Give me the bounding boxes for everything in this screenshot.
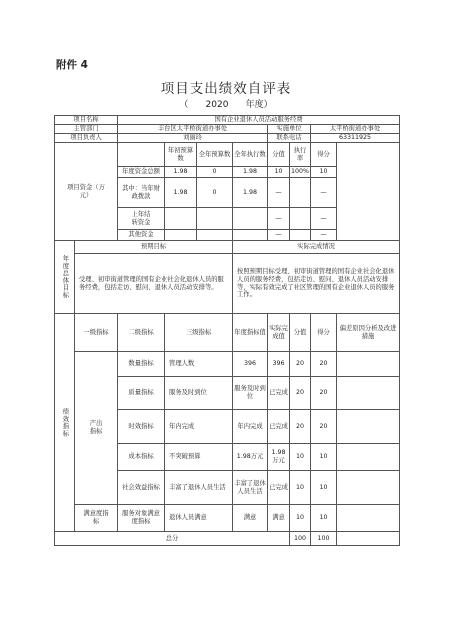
head-reason: 偏差原因分析及改进措施 xyxy=(337,314,400,352)
department-value: 丰台区太平桥街道办事处 xyxy=(118,125,268,134)
row-owner xyxy=(55,134,400,143)
target-cell: 1.98万元 xyxy=(233,444,268,471)
fund-exec: 1.98 xyxy=(233,178,268,208)
fund-rate xyxy=(290,208,311,230)
funds-blank-side xyxy=(337,143,400,241)
reason-cell xyxy=(337,444,400,471)
actual-cell: 已完成 xyxy=(268,471,290,505)
row-total xyxy=(55,532,400,546)
indicator-row xyxy=(55,352,400,377)
fund-got: — xyxy=(311,230,337,241)
indicator-section-label xyxy=(55,314,75,532)
fund-budget-full: 0 xyxy=(197,178,233,208)
evaluation-table xyxy=(54,115,400,546)
fund-budget-year xyxy=(165,230,197,241)
score-cell: 20 xyxy=(290,410,311,444)
owner-label: 项目负责人 xyxy=(55,134,118,143)
target-cell: 年内完成 xyxy=(233,410,268,444)
col-budget-full: 全年预算数 xyxy=(197,143,233,167)
year-line xyxy=(0,97,452,110)
got-cell: 20 xyxy=(311,377,337,410)
fund-rate xyxy=(290,178,311,208)
indicator-section-text: 绩效指标 xyxy=(61,407,69,438)
reason-cell xyxy=(337,377,400,410)
implementer-value: 太平桥街道办事处 xyxy=(311,125,400,134)
head-got: 得分 xyxy=(311,314,337,352)
fund-row-label: 年度资金总额 xyxy=(118,167,165,178)
fund-got: 10 xyxy=(311,167,337,178)
row-project-name xyxy=(55,116,400,125)
fund-got: — xyxy=(311,178,337,208)
fund-row-label: 上年结转资金 xyxy=(118,208,165,230)
col-got: 得分 xyxy=(311,143,337,167)
row-department xyxy=(55,125,400,134)
owner-value: 刘丽玲 xyxy=(118,134,268,143)
fund-exec: 1.98 xyxy=(233,167,268,178)
got-cell: 10 xyxy=(311,505,337,532)
level2-cell: 服务对象满意度指标 xyxy=(118,505,165,532)
head-level2: 二级指标 xyxy=(118,314,165,352)
got-cell: 10 xyxy=(311,471,337,505)
year-close: 年度） xyxy=(245,100,273,110)
goals-label xyxy=(55,241,75,314)
level2-cell: 时效指标 xyxy=(118,410,165,444)
col-budget-year: 年初预算数 xyxy=(165,143,197,167)
fund-row-label: 其中：当年财政拨款 xyxy=(118,178,165,208)
indicator-row xyxy=(55,505,400,532)
phone-value: 63311925 xyxy=(311,134,400,143)
funds-label: 项目资金（万元） xyxy=(55,143,118,241)
fund-budget-year xyxy=(165,208,197,230)
target-cell: 396 xyxy=(233,352,268,377)
fund-got: — xyxy=(311,208,337,230)
actual-cell: 已完成 xyxy=(268,377,290,410)
actual-cell: 396 xyxy=(268,352,290,377)
actual-goal-text: 按照预期目标受理、初审街道管理的国有企业社会化退休人员的服务经费，包括走访、慰问、退休人员活动安排等，实际有效完成了社区管理的国有企业退休人员的服务工作。 xyxy=(233,254,400,314)
fund-rate xyxy=(290,230,311,241)
score-cell: 10 xyxy=(290,471,311,505)
actual-cell: 1.98万元 xyxy=(268,444,290,471)
target-cell: 服务及时到位 xyxy=(233,377,268,410)
head-level3: 三级指标 xyxy=(165,314,233,352)
project-name-label: 项目名称 xyxy=(55,116,118,125)
actual-cell: 已完成 xyxy=(268,410,290,444)
reason-cell xyxy=(337,352,400,377)
level2-cell: 成本指标 xyxy=(118,444,165,471)
head-actual: 实际完成值 xyxy=(268,314,290,352)
fund-exec xyxy=(233,208,268,230)
col-score: 分值 xyxy=(268,143,290,167)
page-title: 项目支出绩效自评表 xyxy=(160,81,292,97)
fund-score: 10 xyxy=(268,167,290,178)
expected-goal-head: 预期目标 xyxy=(75,241,233,254)
fund-rate: 100% xyxy=(290,167,311,178)
annex-label: 附件 4 xyxy=(56,59,88,71)
got-cell: 10 xyxy=(311,444,337,471)
fund-score: — xyxy=(268,178,290,208)
total-label: 总分 xyxy=(55,532,290,546)
row-funds-header xyxy=(55,143,400,167)
reason-cell xyxy=(337,410,400,444)
department-label: 主管部门 xyxy=(55,125,118,134)
level3-cell: 退休人员满意 xyxy=(165,505,233,532)
head-level1: 一级指标 xyxy=(75,314,118,352)
reason-cell xyxy=(337,505,400,532)
implementer-label: 实施单位 xyxy=(268,125,311,134)
row-goals-content xyxy=(55,254,400,314)
satisfaction-indicator-label: 满意度指标 xyxy=(75,505,118,532)
score-cell: 20 xyxy=(290,352,311,377)
expected-goal-text: 受理、初审街道管理的国有企业社会化退休人员的服务经费，包括走访、慰问、退休人员活动安排等。 xyxy=(75,254,233,314)
fund-budget-year: 1.98 xyxy=(165,167,197,178)
phone-label: 联系电话 xyxy=(268,134,311,143)
target-cell: 丰富了退休人员生活 xyxy=(233,471,268,505)
score-cell: 10 xyxy=(290,444,311,471)
fund-budget-full xyxy=(197,208,233,230)
level2-cell: 社会效益指标 xyxy=(118,471,165,505)
actual-cell: 满意 xyxy=(268,505,290,532)
col-exec-rate: 执行率 xyxy=(290,143,311,167)
total-score: 100 xyxy=(290,532,311,546)
row-goals-header xyxy=(55,241,400,254)
funds-header-blank xyxy=(118,143,165,167)
fund-row-label: 其他资金 xyxy=(118,230,165,241)
fund-budget-full: 0 xyxy=(197,167,233,178)
fund-budget-year: 1.98 xyxy=(165,178,197,208)
score-cell: 20 xyxy=(290,377,311,410)
level3-cell: 年内完成 xyxy=(165,410,233,444)
target-cell: 满意 xyxy=(233,505,268,532)
row-indicator-header xyxy=(55,314,400,352)
actual-goal-head: 实际完成情况 xyxy=(233,241,400,254)
fund-score: — xyxy=(268,230,290,241)
head-score: 分值 xyxy=(290,314,311,352)
fund-budget-full xyxy=(197,230,233,241)
fund-exec xyxy=(233,230,268,241)
got-cell: 20 xyxy=(311,352,337,377)
year-value: 2020 xyxy=(205,100,229,110)
level3-cell: 服务及时到位 xyxy=(165,377,233,410)
fund-score: — xyxy=(268,208,290,230)
reason-cell xyxy=(337,471,400,505)
level2-cell: 质量指标 xyxy=(118,377,165,410)
goals-label-text: 年度总体目标 xyxy=(61,255,69,299)
got-cell: 20 xyxy=(311,410,337,444)
head-target: 年度指标值 xyxy=(233,314,268,352)
score-cell: 10 xyxy=(290,505,311,532)
level3-cell: 管理人数 xyxy=(165,352,233,377)
col-exec-full: 全年执行数 xyxy=(233,143,268,167)
output-indicator-label: 产出指标 xyxy=(75,352,118,505)
total-blank xyxy=(337,532,400,546)
level2-cell: 数量指标 xyxy=(118,352,165,377)
total-got: 100 xyxy=(311,532,337,546)
level3-cell: 丰富了退休人员生活 xyxy=(165,471,233,505)
year-open: （ xyxy=(179,100,189,110)
level3-cell: 不突破预算 xyxy=(165,444,233,471)
project-name-value: 国有企业退休人员活动服务经费 xyxy=(118,116,400,125)
